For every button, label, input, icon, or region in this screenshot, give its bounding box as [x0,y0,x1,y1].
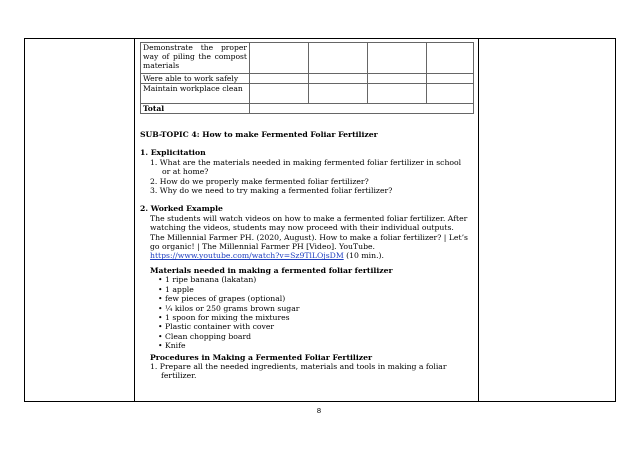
list-item: • Knife [158,341,186,351]
bullet-icon: • [158,331,165,341]
duration: (10 min.). [346,251,384,261]
bullet-icon: • [158,284,165,294]
right-column-cell [478,39,615,401]
materials-list [140,275,474,350]
bullet-icon: • [158,341,165,351]
page-number: 8 [316,406,322,415]
rubric-table [140,42,474,114]
list-item: • 1 apple [158,284,194,294]
bullet-icon: • [158,294,165,304]
list-item: 3. Why do we need to try making a fermented foliar fertilizer? [150,186,393,196]
list-item: 2. How do we properly make fermented foliar fertilizer? [150,176,369,186]
list-item-continued: or at home? [162,167,209,177]
list-item-continued: fertilizer. [161,371,197,381]
table-row [141,84,474,104]
rubric-criterion: Were able to work safely [141,74,250,84]
table-row [141,74,474,84]
lesson-plan-table [24,38,616,402]
worked-example-heading: 2. Worked Example [140,204,223,214]
rubric-criterion: Demonstrate the proper way of piling the compost materials [141,43,250,74]
paragraph: The students will watch videos on how to make a fermented foliar fertilizer. After watching the videos, students may now proceed with their individual outputs. [150,213,468,233]
subtopic-content [140,130,474,381]
list-item: • Clean chopping board [158,331,252,341]
list-item: • 1 ripe banana (lakatan) [158,275,257,285]
bullet-icon: • [158,275,165,285]
citation [140,233,474,261]
list-item: • 1 spoon for mixing the mixtures [158,312,290,322]
youtube-link[interactable]: https://www.youtube.com/watch?v=Sz9TlLOjsDM [150,251,344,261]
materials-heading: Materials needed in making a fermented foliar fertilizer [150,265,393,275]
rubric-total: Total [141,104,250,114]
list-item: • few pieces of grapes (optional) [158,294,286,304]
main-content-cell [135,39,480,401]
list-item: 1. What are the materials needed in making fermented foliar fertilizer in school [150,157,462,167]
list-item: • Plastic container with cover [158,322,275,332]
bullet-icon: • [158,303,165,313]
bullet-icon: • [158,312,165,322]
list-item: • ¼ kilos or 250 grams brown sugar [158,303,300,313]
citation-text: The Millennial Farmer PH. (2020, August). How to make a foliar fertilizer? | Let’s go organic! | The Millennial Farmer PH [Video]. YouTube. [150,232,468,252]
rubric-criterion: Maintain workplace clean [141,84,250,104]
bullet-icon: • [158,322,165,332]
table-row [141,43,474,74]
explicitation-heading: 1. Explicitation [140,148,206,158]
procedures-heading: Procedures in Making a Fermented Foliar Fertilizer [150,352,373,362]
list-item: 1. Prepare all the needed ingredients, materials and tools in making a foliar [150,361,447,371]
left-column-cell [25,39,135,401]
table-row [141,104,474,114]
subtopic-title: SUB-TOPIC 4: How to make Fermented Foliar Fertilizer [140,130,378,139]
